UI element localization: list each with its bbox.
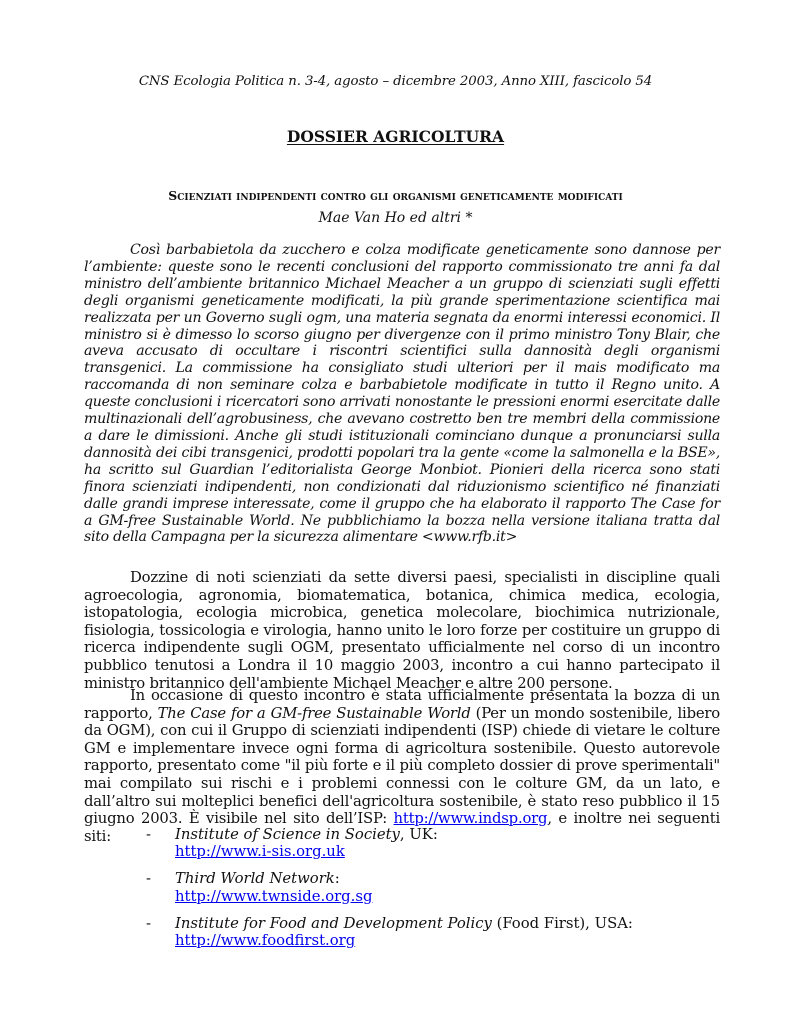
dash-bullet: - [146, 826, 151, 843]
sites-list [146, 826, 726, 959]
section-title: DOSSIER AGRICOLTURA [286, 127, 505, 146]
paragraph-2-text-c: , e inoltre nei seguenti siti: [84, 810, 720, 845]
article-title: Scienziati indipendenti contro gli organismi geneticamente modificati [168, 188, 623, 203]
article-intro: Così barbabietola da zucchero e colza modificate geneticamente sono dannose per l’ambiente: queste sono le recenti conclusioni del rapporto commissionato tre anni fa dal ministro dell’ambiente britannico Michael Meacher a un gruppo di scienziati sugli effetti degli organismi geneticamente modificati, la più grande sperimentazione scientifica mai realizzata per un Governo sugli ogm, una materia segnata da enormi interessi economici. Il ministro si è dimesso lo scorso giugno per divergenze con il primo ministro Tony Blair, che aveva accusato di occultare i riscontri scientifici sulla dannosità degli organismi transgenici. La commissione ha consigliato studi ulteriori per il mais modificato ma raccomanda di non seminare colza e barbabietole modificate in tutto il Regno unito. A queste conclusioni i ricercatori sono arrivati nonostante le pressioni enormi esercitate dalle multinazionali dell’agrobusiness, che avevano costretto ben tre membri della commissione a dare le dimissioni. Anche gli studi istituzionali cominciano dunque a pronunciarsi sulla dannosità dei cibi transgenici, prodotti popolari tra la gente «come la salmonella e la BSE», ha scritto sul Guardian l’editorialista George Monbiot. Pionieri della ricerca sono stati finora scienziati indipendenti, non condizionati dal riduzionismo scientifico né finanziati dalle grandi imprese interessate, come il gruppo che ha elaborato il rapporto The Case for a GM-free Sustainable World. Ne pubblichiamo la bozza nella versione italiana tratta dal sito della Campagna per la sicurezza alimentare <www.rfb.it> [84, 242, 720, 546]
dash-bullet: - [146, 914, 151, 932]
paragraph-2-text-a: In occasione di questo incontro è stata ufficialmente presentata la bozza di un rapporto, [84, 687, 720, 722]
site-link-foodfirst[interactable]: http://www.foodfirst.org [175, 932, 356, 950]
body-paragraph-1: Dozzine di noti scienziati da sette diversi paesi, specialisti in discipline quali agroecologia, agronomia, biomatematica, botanica, chimica medica, ecologia, istopatologia, ecologia microbica, genetica molecolare, biochimica nutrizionale, fisiologia, tossicologia e virologia, hanno unito le loro forze per costituire un gruppo di ricerca indipendente sugli OGM, presentato ufficialmente nel corso di un incontro pubblico tenutosi a Londra il 10 maggio 2003, incontro a cui hanno partecipato il ministro britannico dell'ambiente Michael Meacher e altre 200 persone. [84, 569, 720, 692]
site-link-isis[interactable]: http://www.i-sis.org.uk [175, 843, 345, 861]
paragraph-2-text-b: (Per un mondo sostenibile, libero da OGM), con cui il Gruppo di scienziati indipendenti (ISP) chiede di vietare le colture GM e implementare invece ogni forma di agricoltura sostenibile. Questo autorevole rapporto, presentato come "il più forte e il più completo dossier di prove sperimentali" mai compilato sui rischi e i problemi connessi con le colture GM, da un lato, e dall’altro sui molteplici benefici dell'agricoltura sostenibile, è stato reso pubblico il 15 giugno 2003. È visibile nel sito dell’ISP: [84, 704, 720, 828]
site-name: Institute for Food and Development Policy [175, 914, 492, 932]
list-item [146, 915, 726, 949]
article-byline: Mae Van Ho ed altri * [318, 210, 473, 226]
list-item [146, 870, 726, 904]
report-title: The Case for a GM-free Sustainable World [157, 704, 471, 722]
site-link-twn[interactable]: http://www.twnside.org.sg [175, 887, 373, 905]
site-suffix: : [334, 870, 340, 888]
journal-header: CNS Ecologia Politica n. 3-4, agosto – dicembre 2003, Anno XIII, fascicolo 54 [138, 74, 653, 89]
site-suffix: , UK: [399, 826, 438, 843]
dash-bullet: - [146, 870, 151, 888]
body-paragraph-2 [84, 687, 720, 845]
site-name: Institute of Science in Society [175, 826, 400, 843]
site-name: Third World Network [175, 870, 335, 888]
list-item [146, 826, 726, 860]
isp-link[interactable]: http://www.indsp.org [393, 810, 548, 828]
site-suffix: (Food First), USA: [491, 914, 633, 932]
